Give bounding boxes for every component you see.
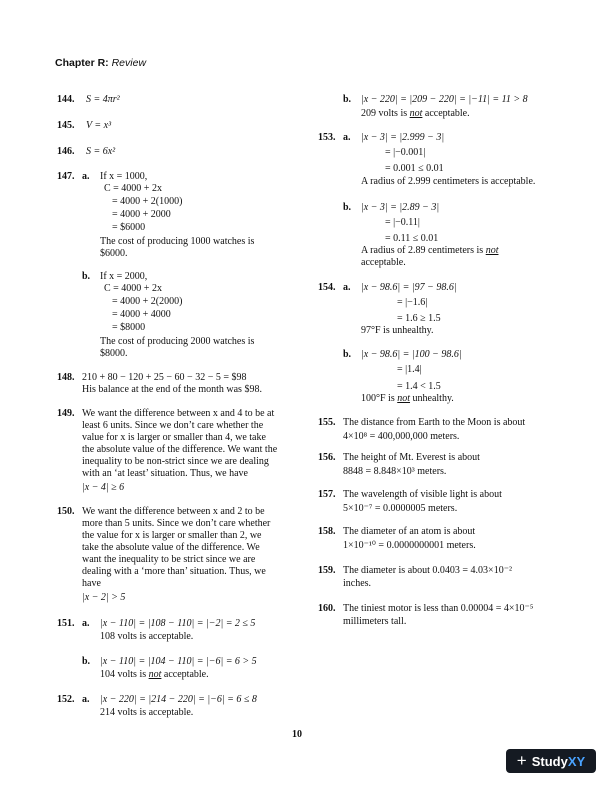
brand-name: Study [531,753,568,769]
answer-line: S = 6x² [86,146,116,157]
problem-number: 151. [57,618,75,629]
answer-line: |x − 220| = |214 − 220| = |−6| = 6 ≤ 8 [100,694,257,705]
problem-number: 144. [57,94,75,105]
answer-line: want the inequality to be strict since we are [82,554,256,565]
answer-line: = 4000 + 4000 [112,309,171,320]
studyxy-badge[interactable] [506,749,596,773]
answer-line: the absolute value of the difference. We want the [82,444,278,455]
problem-number: 152. [57,694,75,705]
problem-number: 148. [57,372,75,383]
answer-line: 100°F is not unhealthy. [361,393,454,404]
answer-line: |x − 3| = |2.89 − 3| [361,202,440,213]
answer-line: |x − 110| = |108 − 110| = |−2| = 2 ≤ 5 [100,618,256,629]
answer-line: The cost of producing 2000 watches is [100,336,255,347]
brand-suffix: XY [567,753,586,769]
answer-line: 209 volts is not acceptable. [361,108,470,119]
answer-line: |x − 3| = |2.999 − 3| [361,132,445,143]
problem-number: 150. [57,506,75,517]
answer-line: acceptable. [361,257,406,268]
answer-line: If x = 2000, [100,271,148,282]
answer-line: S = 4πr² [86,94,120,105]
answer-line: = 1.6 ≥ 1.5 [397,313,441,324]
answer-line: 104 volts is not acceptable. [100,669,209,680]
problem-number: 154. [318,282,336,293]
answer-line: His balance at the end of the month was $98. [82,384,262,395]
answer-line: The diameter of an atom is about [343,526,476,537]
answer-line: take the absolute value of the difference. We [82,542,260,553]
answer-line: least 6 units. Since we don’t care whether the [82,420,264,431]
answer-line: $8000. [100,348,128,359]
answer-line: The diameter is about 0.0403 = 4.03×10⁻² [343,565,512,576]
answer-line: If x = 1000, [100,171,148,182]
problem-number: 145. [57,120,75,131]
answer-line: = 4000 + 2(2000) [112,296,183,307]
answer-line: $6000. [100,248,128,259]
problem-number: 160. [318,603,336,614]
answer-line: millimeters tall. [343,616,407,627]
answer-line: have [82,578,101,589]
part-label: b. [82,271,91,282]
answer-line: C = 4000 + 2x [104,183,162,194]
answer-line: the value for x is larger or smaller than 2, we [82,530,262,541]
answer-line: 214 volts is acceptable. [100,707,194,718]
answer-line: = 4000 + 2000 [112,209,171,220]
answer-line: The cost of producing 1000 watches is [100,236,255,247]
answer-line: The distance from Earth to the Moon is about [343,417,526,428]
answer-line: A radius of 2.999 centimeters is acceptable. [361,176,536,187]
part-label: a. [82,171,90,182]
answer-line: = 0.11 ≤ 0.01 [385,233,439,244]
answer-line: We want the difference between x and 4 to be at [82,408,275,419]
answer-line: |x − 220| = |209 − 220| = |−11| = 11 > 8 [361,94,528,105]
answer-line: = |−0.11| [385,217,420,228]
plus-icon: + [516,751,527,770]
answer-line: value for x is larger or smaller than 4, we take [82,432,266,443]
answer-line: The height of Mt. Everest is about [343,452,480,463]
chapter-label: Chapter R: [55,57,109,69]
part-label: b. [343,349,352,360]
answer-line: = 4000 + 2(1000) [112,196,183,207]
part-label: b. [82,656,91,667]
answer-line: C = 4000 + 2x [104,283,162,294]
answer-line: V = x³ [86,120,112,131]
answer-line: |x − 4| ≥ 6 [82,482,125,493]
answer-line: |x − 2| > 5 [82,592,126,603]
answer-line: dealing with a ‘more than’ situation. Thus, we [82,566,266,577]
answer-line: We want the difference between x and 2 to be [82,506,265,517]
problem-number: 155. [318,417,336,428]
answer-line: The tiniest motor is less than 0.00004 = 4×10⁻⁵ [343,603,534,614]
answer-line: inches. [343,578,372,589]
problem-number: 147. [57,171,75,182]
part-label: b. [343,94,352,105]
part-label: a. [82,618,90,629]
part-label: b. [343,202,352,213]
answer-line: 108 volts is acceptable. [100,631,194,642]
answer-line: 4×10⁸ = 400,000,000 meters. [343,431,460,442]
part-label: a. [82,694,90,705]
page-number: 10 [292,729,302,740]
problem-number: 159. [318,565,336,576]
answer-line: with an ‘at least’ situation. Thus, we have [82,468,248,479]
problem-number: 156. [318,452,336,463]
answer-line: = $6000 [112,222,146,233]
problem-number: 153. [318,132,336,143]
answer-line: = |1.4| [397,364,422,375]
answer-line: = |−1.6| [397,297,428,308]
part-label: a. [343,132,351,143]
answer-line: |x − 98.6| = |97 − 98.6| [361,282,457,293]
answer-line: 210 + 80 − 120 + 25 − 60 − 32 − 5 = $98 [82,372,247,383]
problem-number: 146. [57,146,75,157]
page-header [55,57,146,69]
chapter-title: Review [111,57,147,69]
answer-line: more than 5 units. Since we don’t care whether [82,518,271,529]
answer-line: inequality to be non-strict since we are dealing [82,456,269,467]
problem-number: 149. [57,408,75,419]
answer-line: 97°F is unhealthy. [361,325,434,336]
answer-line: = 1.4 < 1.5 [397,381,441,392]
answer-line: A radius of 2.89 centimeters is not [361,245,499,256]
problem-number: 158. [318,526,336,537]
answer-line: = 0.001 ≤ 0.01 [385,163,444,174]
problem-number: 157. [318,489,336,500]
answer-line: The wavelength of visible light is about [343,489,502,500]
part-label: a. [343,282,351,293]
answer-line: 8848 = 8.848×10³ meters. [343,466,447,477]
answer-line: = $8000 [112,322,146,333]
answer-line: |x − 110| = |104 − 110| = |−6| = 6 > 5 [100,656,257,667]
answer-line: 5×10⁻⁷ = 0.0000005 meters. [343,503,458,514]
answer-line: |x − 98.6| = |100 − 98.6| [361,349,462,360]
answer-line: 1×10⁻¹⁰ = 0.0000000001 meters. [343,540,476,551]
answer-line: = |−0.001| [385,147,426,158]
